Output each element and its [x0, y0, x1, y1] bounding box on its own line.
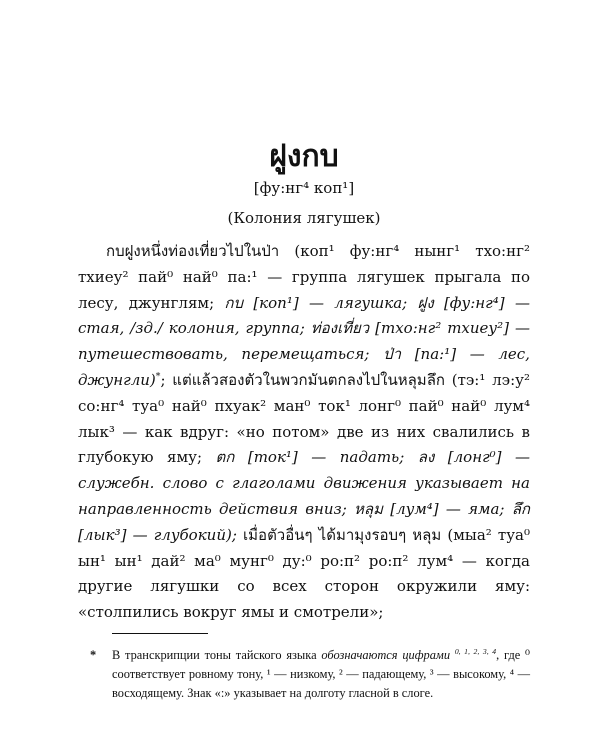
footnote: [90, 646, 531, 703]
gloss-transcription: [па:¹]: [414, 345, 457, 364]
footnote-mark: *: [90, 648, 97, 662]
phrase-2-translation: (тэ:¹ лэ:у² со:нг⁴ туа⁰ най⁰ пхуак² ман⁰ ток¹ лонг⁰ пай⁰ най⁰ лум⁴ лык³ — как вдруг: «но потом» две из них свалились в глубокую яму;: [78, 370, 530, 467]
title-transcription: [фу:нг⁴ коп¹]: [253, 179, 355, 197]
gloss-meaning: — лес, джунгли): [78, 345, 530, 389]
page-content: [78, 140, 530, 626]
title-translation: (Колония лягушек): [227, 209, 381, 227]
footnote-divider: [112, 633, 208, 634]
gloss-meaning: — путешествовать, перемещаться;: [78, 319, 530, 364]
footnote-reference[interactable]: *: [155, 370, 161, 382]
gloss-transcription: [тхо:нг² тхиеу²]: [375, 319, 509, 338]
gloss-meaning: — стая, /зд./ колония, группа;: [78, 293, 530, 338]
gloss-meaning: — лягушка;: [309, 293, 408, 312]
footnote-emphasis: обозначаются цифрами: [321, 648, 451, 662]
footnote-digits: 0, 1, 2, 3, 4: [454, 646, 497, 656]
gloss-transcription: [коп¹]: [253, 293, 299, 312]
footnote-text-2: , где ⁰ соответствует ровному тону, ¹ — низкому, ² — падающему, ³ — высокому, ⁴ — восходящему. Знак «:» указывает на долготу гласной в слоге.: [112, 648, 531, 700]
page-title: ฝูงกบ: [269, 139, 339, 174]
gloss-transcription: [фу:нг⁴]: [443, 293, 505, 312]
thai-phrase-2: ; แต่แล้วสองตัวในพวกมันตกลงไปในหลุมลึก: [160, 370, 445, 389]
gloss-word: ป่า: [383, 345, 402, 364]
thai-phrase-1: กบฝูงหนึ่งท่องเที่ยวไปในป่า: [106, 242, 280, 260]
gloss-word: กบ: [224, 293, 244, 312]
gloss-word: ฝูง: [417, 293, 434, 312]
gloss-block: ตก [ток¹] — падать; ลง [лонг⁰] — служебн. слово с глаголами движения указывает на направленность действия вниз; หลุม [лум⁴] — яма; ลึก [лык³] — глубокий);: [78, 448, 531, 544]
phrase-3-translation: (мыа² туа⁰ ын¹ ын¹ дай² ма⁰ мунг⁰ ду:⁰ ро:п² ро:п² лум⁴ — когда другие лягушки со всех сторон окружили яму: «столпились вокруг ямы и смотрели»;: [78, 525, 530, 622]
main-paragraph: [78, 239, 530, 626]
footnote-text-1: В транскрипции тоны тайского языка: [112, 648, 322, 662]
phrase-1-translation: (коп¹ фу:нг⁴ нынг¹ тхо:нг² тхиеу² пай⁰ най⁰ па:¹ — группа лягушек прыгала по лесу, джунглям;: [78, 242, 530, 312]
gloss-word: ท่องเที่ยว: [310, 319, 370, 338]
thai-phrase-3: เมื่อตัวอื่นๆ ได้มามุงรอบๆ หลุม: [243, 525, 442, 544]
